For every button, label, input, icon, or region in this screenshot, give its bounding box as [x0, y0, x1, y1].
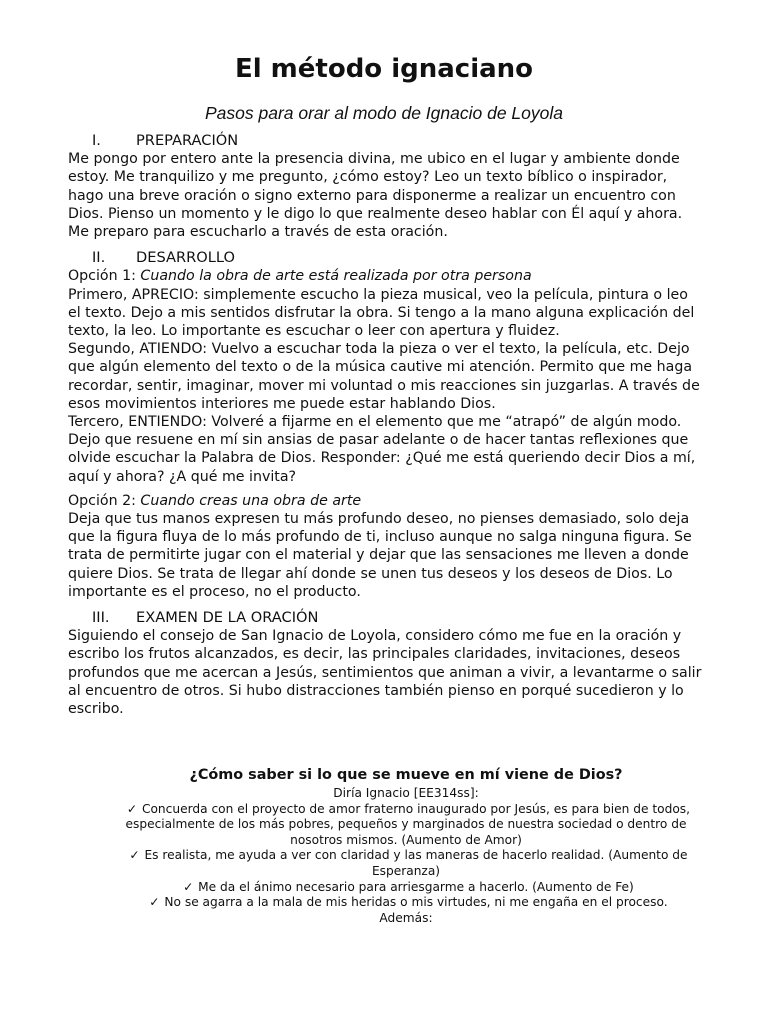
- section-paragraph: Primero, APRECIO: simplemente escucho la pieza musical, veo la película, pintura o leo el texto. Dejo a mis sentidos disfrutar la obra. Si tengo a la mano alguna explicación del texto, la leo. Lo importante es escuchar o leer con apertura y fluidez.: [68, 286, 695, 340]
- document-title: El método ignaciano: [234, 54, 534, 84]
- checkmark-icon: ✓: [129, 848, 140, 863]
- list-item-text: No se agarra a la mala de mis heridas o mis virtudes, ni me engaña en el proceso.: [164, 895, 668, 910]
- section-heading-preparacion: [68, 132, 704, 150]
- list-item: [100, 880, 712, 896]
- section-paragraph: Segundo, ATIENDO: Vuelvo a escuchar toda la pieza o ver el texto, la película, etc. Dejo que algún elemento del texto o de la música cautive mi atención. Permito que me haga recordar, sentir, imaginar, mover mi voluntad o mis reacciones sin juzgarlas. A través de esos movimientos interiores me puede estar hablando Dios.: [68, 341, 700, 412]
- list-item-text: Es realista, me ayuda a ver con claridad y las maneras de hacerlo realidad. (Aumento de Esperanza): [144, 848, 688, 878]
- list-item: [100, 848, 712, 879]
- option-heading: [68, 267, 704, 285]
- option-title: Cuando creas una obra de arte: [140, 492, 362, 509]
- document-subtitle: Pasos para orar al modo de Ignacio de Loyola: [204, 103, 563, 123]
- section-number: III.: [92, 609, 110, 627]
- discernment-outro: Además:: [379, 910, 433, 925]
- section-number: II.: [92, 249, 106, 267]
- list-item-text: Me da el ánimo necesario para arriesgarme a hacerlo. (Aumento de Fe): [198, 879, 634, 894]
- section-paragraph: Siguiendo el consejo de San Ignacio de Loyola, considero cómo me fue en la oración y escribo los frutos alcanzados, es decir, las principales claridades, invitaciones, deseos profundos que me acercan a Jesús, sentimientos que animan a vivir, a levantarme o salir al encuentro de otros. Si hubo distracciones también pienso en porqué sucedieron y lo escribo.: [68, 628, 702, 718]
- discernment-intro: Diría Ignacio [EE314ss]:: [333, 786, 479, 800]
- section-heading-desarrollo: [68, 249, 704, 267]
- list-item: [100, 895, 712, 911]
- section-paragraph: Tercero, ENTIENDO: Volveré a fijarme en el elemento que me “atrapó” de algún modo. Dejo que resuene en mí sin ansias de pasar adelante o de hacer tantas reflexiones que olvide escuchar la Palabra de Dios. Responder: ¿Qué me está queriendo decir Dios a mí, aquí y ahora? ¿A qué me invita?: [68, 414, 696, 485]
- checkmark-icon: ✓: [149, 895, 160, 910]
- section-paragraph: Deja que tus manos expresen tu más profundo deseo, no pienses demasiado, solo deja que la figura fluya de lo más profundo de ti, incluso aunque no salga ninguna figura. Se trata de permitirte jugar con el material y dejar que las sensaciones me lleven a donde quiere Dios. Se trata de llegar ahí donde se unen tus deseos y los deseos de Dios. Lo importante es el proceso, no el producto.: [68, 511, 692, 600]
- option-label: Opción 1:: [68, 268, 141, 285]
- section-paragraph: Me pongo por entero ante la presencia divina, me ubico en el lugar y ambiente donde estoy. Me tranquilizo y me pregunto, ¿cómo estoy? Leo un texto bíblico o inspirador, hago una breve oración o signo externo para disponerme a realizar un encuentro con Dios. Pienso un momento y le digo lo que realmente deseo hablar con Él aquí y ahora. Me preparo para escucharlo a través de esta oración.: [68, 151, 683, 241]
- list-item-text: Concuerda con el proyecto de amor fraterno inaugurado por Jesús, es para bien de todos, especialmente de los más pobres, pequeños y marginados de nuestra sociedad o dentro de nosotros mismos. (Aumento de Amor): [125, 801, 691, 847]
- option-label: Opción 2:: [68, 492, 141, 509]
- discernment-heading: ¿Cómo saber si lo que se mueve en mí viene de Dios?: [189, 767, 623, 783]
- section-number: I.: [92, 132, 101, 149]
- section-title: DESARROLLO: [136, 249, 235, 267]
- option-heading: [68, 492, 704, 510]
- option-title: Cuando la obra de arte está realizada por otra persona: [140, 268, 532, 285]
- list-item: [100, 802, 712, 849]
- section-title: EXAMEN DE LA ORACIÓN: [136, 609, 319, 627]
- document-body: [68, 132, 704, 718]
- section-title: PREPARACIÓN: [136, 132, 239, 149]
- checkmark-icon: ✓: [126, 801, 138, 816]
- checkmark-icon: ✓: [183, 879, 194, 894]
- discernment-box: [100, 766, 712, 926]
- section-heading-examen: [68, 609, 704, 627]
